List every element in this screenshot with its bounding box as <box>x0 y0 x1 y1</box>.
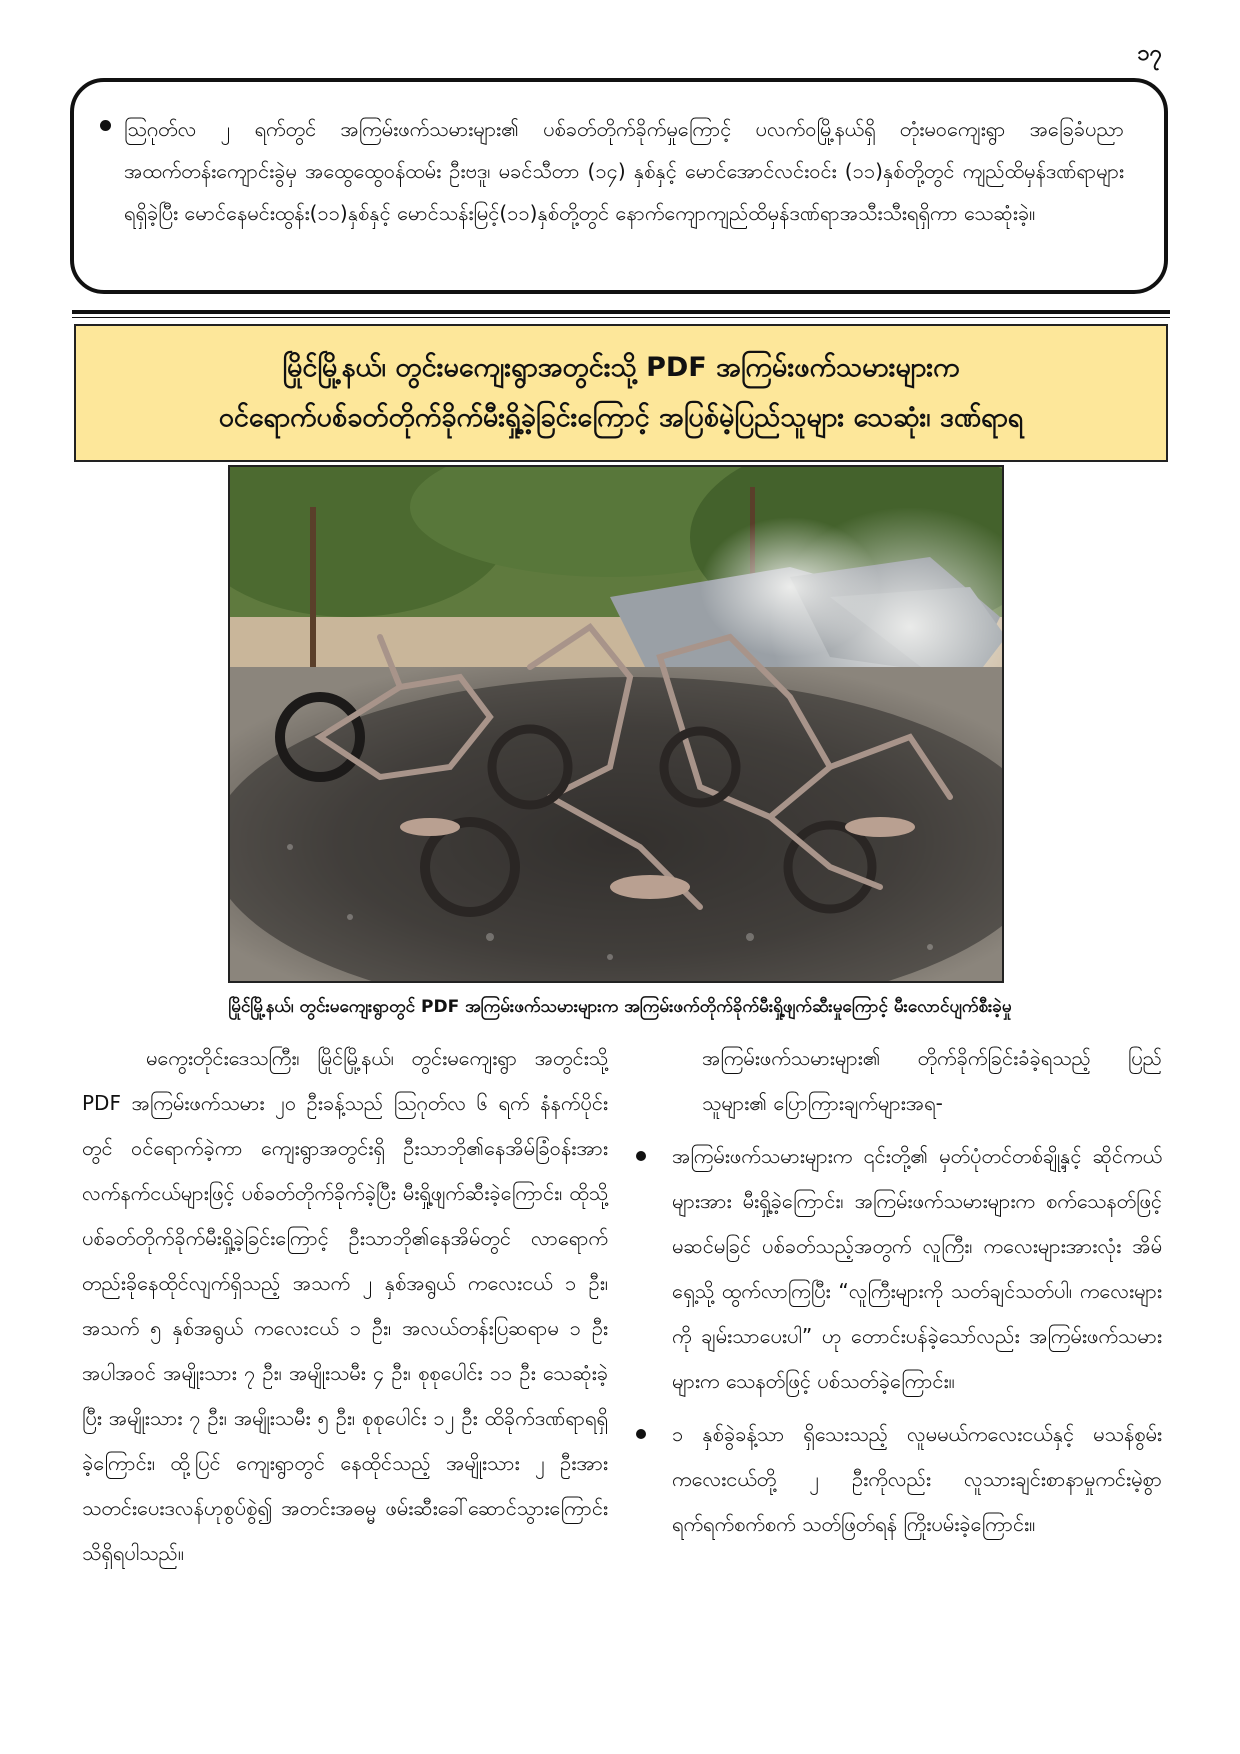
testimony-text: ၁ နှစ်ခွဲခန့်သာ ရှိသေးသည့် လူမမယ်ကလေးငယ်နှင့် မသန်စွမ်းကလေးငယ်တို့ ၂ ဦးကိုလည်း လူသားချင်းစာနာမှုကင်းမဲ့စွာ ရက်ရက်စက်စက် သတ်ဖြတ်ရန် ကြိုးပမ်းခဲ့ကြောင်း။ <box>672 1422 1162 1536</box>
divider-thick <box>72 310 1170 314</box>
testimony-text: အကြမ်းဖက်သမားများက ၎င်းတို့၏ မှတ်ပုံတင်တစ်ချို့နှင့် ဆိုင်ကယ်များအား မီးရှို့ခဲ့ကြောင်း၊ အကြမ်းဖက်သမားများက စက်သေနတ်ဖြင့် မဆင်မခြင် ပစ်ခတ်သည့်အတွက် လူကြီး၊ ကလေးများအားလုံး အိမ်ရှေ့သို့ ထွက်လာကြပြီး “လူကြီးများကို သတ်ချင်သတ်ပါ၊ ကလေးများကို ချမ်းသာပေးပါ” ဟု တောင်းပန်ခဲ့သော်လည်း အကြမ်းဖက်သမားများက သေနတ်ဖြင့် ပစ်သတ်ခဲ့ကြောင်း။ <box>672 1144 1162 1393</box>
testimony-bullet <box>640 1412 1162 1547</box>
article-paragraph: မကွေးတိုင်းဒေသကြီး၊ မြိုင်မြို့နယ်၊ တွင်းမကျေးရွာ အတွင်းသို့ PDF အကြမ်းဖက်သမား ၂၀ ဦးခန့်သည် ဩဂုတ်လ ၆ ရက် နံနက်ပိုင်းတွင် ဝင်ရောက်ခဲ့ကာ ကျေးရွာအတွင်းရှိ ဦးသာဘို၏နေအိမ်ခြံဝန်းအား လက်နက်ငယ်များဖြင့် ပစ်ခတ်တိုက်ခိုက်ခဲ့ပြီး မီးရှို့ဖျက်ဆီးခဲ့ကြောင်း၊ ထိုသို့ပစ်ခတ်တိုက်ခိုက်မီးရှို့ခဲ့ခြင်းကြောင့် ဦးသာဘို၏နေအိမ်တွင် လာရောက်တည်းခိုနေထိုင်လျက်ရှိသည့် အသက် ၂ နှစ်အရွယ် ကလေးငယ် ၁ ဦး၊ အသက် ၅ နှစ်အရွယ် ကလေးငယ် ၁ ဦး၊ အလယ်တန်းပြဆရာမ ၁ ဦး အပါအဝင် အမျိုးသား ၇ ဦး၊ အမျိုးသမီး ၄ ဦး၊ စုစုပေါင်း ၁၁ ဦး သေဆုံးခဲ့ပြီး အမျိုးသား ၇ ဦး၊ အမျိုးသမီး ၅ ဦး၊ စုစုပေါင်း ၁၂ ဦး ထိခိုက်ဒဏ်ရာရရှိခဲ့ကြောင်း၊ ထို့ပြင် ကျေးရွာတွင် နေထိုင်သည့် အမျိုးသား ၂ ဦးအား သတင်းပေးဒလန်ဟုစွပ်စွဲ၍ အတင်းအဓမ္မ ဖမ်းဆီးခေါ်ဆောင်သွားကြောင်း သိရှိရပါသည်။ <box>82 1046 608 1565</box>
bullet-icon <box>636 1151 646 1161</box>
testimony-intro: အကြမ်းဖက်သမားများ၏ တိုက်ခိုက်ခြင်းခံခဲ့ရသည့် ပြည်သူများ၏ ပြောကြားချက်များအရ- <box>702 1046 1162 1115</box>
testimony-bullet <box>640 1134 1162 1404</box>
photo-caption: မြိုင်မြို့နယ်၊ တွင်းမကျေးရွာတွင် PDF အကြမ်းဖက်သမားများက အကြမ်းဖက်တိုက်ခိုက်မီးရှို့ဖျက်ဆီးမှုကြောင့် မီးလောင်ပျက်စီးခဲ့မှု <box>228 997 1012 1017</box>
news-photo <box>228 465 1004 983</box>
divider-thin <box>72 317 1170 318</box>
bullet-icon <box>636 1429 646 1439</box>
headline-line-1: မြိုင်မြို့နယ်၊ တွင်းမကျေးရွာအတွင်းသို့ PDF အကြမ်းဖက်သမားများက <box>282 352 960 383</box>
left-column <box>82 1036 608 1576</box>
burned-motorcycles-image <box>230 467 1004 983</box>
headline-line-2: ဝင်ရောက်ပစ်ခတ်တိုက်ခိုက်မီးရှို့ခဲ့ခြင်းကြောင့် အပြစ်မဲ့ပြည်သူများ သေဆုံး၊ ဒဏ်ရာရ <box>218 402 1024 433</box>
note-box <box>70 78 1168 294</box>
page-number: ၁၇ <box>1137 41 1162 66</box>
note-text: ဩဂုတ်လ ၂ ရက်တွင် အကြမ်းဖက်သမားများ၏ ပစ်ခတ်တိုက်ခိုက်မှုကြောင့် ပလက်ဝမြို့နယ်ရှိ တုံးမဝကျေးရွာ အခြေခံပညာအထက်တန်းကျောင်းခွဲမှ အထွေထွေဝန်ထမ်း ဦးဗဒူ၊ မခင်သီတာ (၁၄) နှစ်နှင့် မောင်အောင်လင်းဝင်း (၁၁)နှစ်တို့တွင် ကျည်ထိမှန်ဒဏ်ရာများရရှိခဲ့ပြီး မောင်နေမင်းထွန်း(၁၁)နှစ်နှင့် မောင်သန်းမြင့်(၁၁)နှစ်တို့တွင် နောက်ကျောကျည်ထိမှန်ဒဏ်ရာအသီးသီးရရှိကာ သေဆုံးခဲ့။ <box>124 117 1124 225</box>
bullet-icon <box>100 120 111 131</box>
headline-box <box>74 324 1168 462</box>
right-column <box>640 1036 1162 1547</box>
